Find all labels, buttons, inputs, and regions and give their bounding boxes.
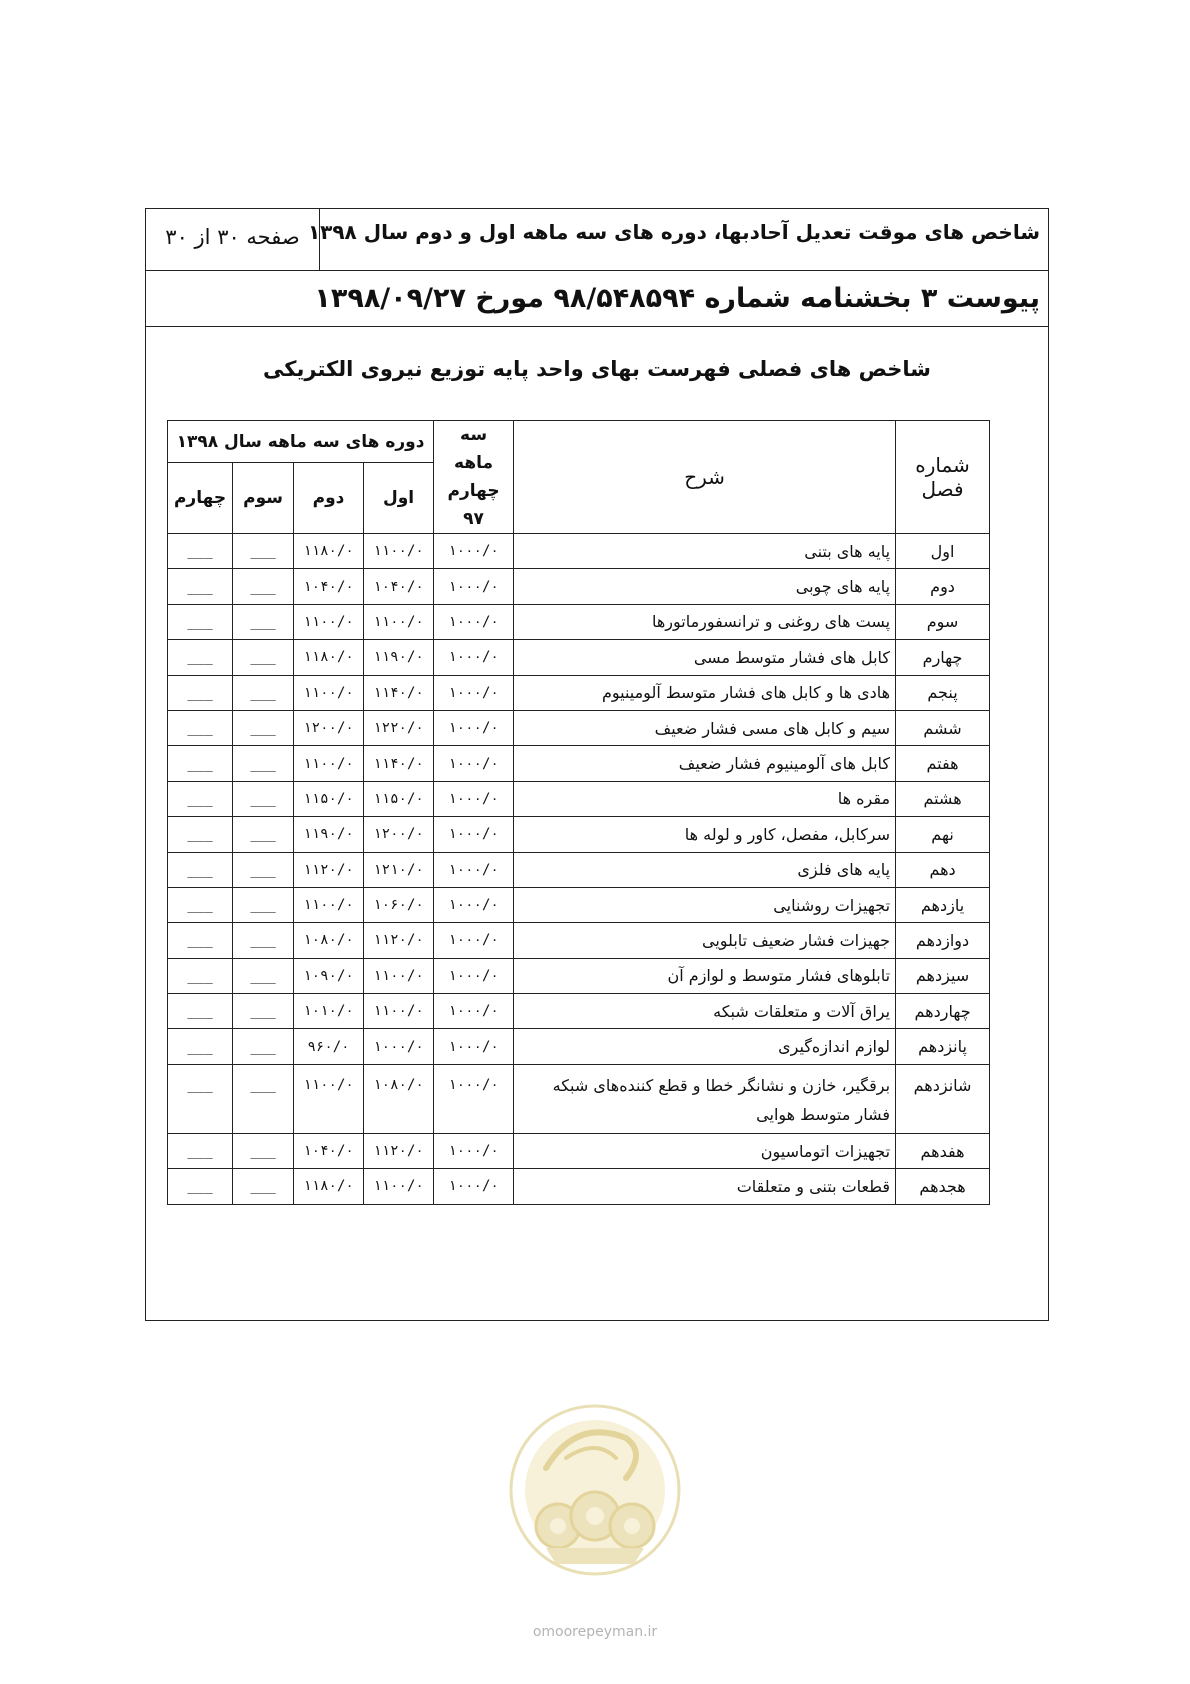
second-cell: ۱۱۰۰/۰ [294,675,364,710]
chapter-cell: سیزدهم [896,958,990,993]
table-row [168,1133,990,1168]
index-table [167,420,990,1205]
first-cell: ۱۲۰۰/۰ [364,817,434,852]
table-row [168,640,990,675]
description-cell: سرکابل، مفصل، کاور و لوله ها [514,817,896,852]
description-cell: هادی ها و کابل های فشار متوسط آلومینیوم [514,675,896,710]
third-cell: ___ [233,994,294,1029]
description-cell: کابل های آلومینیوم فشار ضعیف [514,746,896,781]
q4-97-cell: ۱۰۰۰/۰ [434,923,514,958]
second-cell: ۱۱۸۰/۰ [294,640,364,675]
description-cell: کابل های فشار متوسط مسی [514,640,896,675]
chapter-cell: اول [896,534,990,569]
q4-97-cell: ۱۰۰۰/۰ [434,958,514,993]
table-row [168,781,990,816]
q4-97-cell: ۱۰۰۰/۰ [434,781,514,816]
first-cell: ۱۱۲۰/۰ [364,1133,434,1168]
table-row [168,569,990,604]
table-row [168,958,990,993]
table-row [168,534,990,569]
header-fourth: چهارم [168,463,233,534]
first-cell: ۱۰۸۰/۰ [364,1064,434,1133]
chapter-cell: نهم [896,817,990,852]
chapter-cell: هشتم [896,781,990,816]
table-row [168,604,990,639]
chapter-cell: شانزدهم [896,1064,990,1133]
fourth-cell: ___ [168,887,233,922]
third-cell: ___ [233,958,294,993]
fourth-cell: ___ [168,746,233,781]
first-cell: ۱۱۰۰/۰ [364,534,434,569]
fourth-cell: ___ [168,852,233,887]
description-cell: تجهیزات روشنایی [514,887,896,922]
first-cell: ۱۱۵۰/۰ [364,781,434,816]
fourth-cell: ___ [168,1064,233,1133]
second-cell: ۱۰۴۰/۰ [294,569,364,604]
first-cell: ۱۱۰۰/۰ [364,994,434,1029]
chapter-cell: دوم [896,569,990,604]
fourth-cell: ___ [168,675,233,710]
table-row [168,994,990,1029]
description-cell: پست های روغنی و ترانسفورماتورها [514,604,896,639]
document-title: شاخص های موقت تعدیل آحادبها، دوره های سه ماهه اول و دوم سال ۱۳۹۸ [307,220,1040,244]
header-q4-97: سه ماهه چهارم ۹۷ [434,421,514,534]
table-row [168,887,990,922]
description-cell: مقره ها [514,781,896,816]
table-row [168,923,990,958]
second-cell: ۱۱۵۰/۰ [294,781,364,816]
second-cell: ۱۲۰۰/۰ [294,710,364,745]
first-cell: ۱۰۶۰/۰ [364,887,434,922]
chapter-cell: چهارم [896,640,990,675]
description-cell: پایه های فلزی [514,852,896,887]
q4-97-cell: ۱۰۰۰/۰ [434,1133,514,1168]
second-cell: ۹۶۰/۰ [294,1029,364,1064]
second-cell: ۱۰۴۰/۰ [294,1133,364,1168]
first-cell: ۱۰۰۰/۰ [364,1029,434,1064]
q4-97-cell: ۱۰۰۰/۰ [434,710,514,745]
description-cell: تجهیزات اتوماسیون [514,1133,896,1168]
q4-97-cell: ۱۰۰۰/۰ [434,1064,514,1133]
second-cell: ۱۱۸۰/۰ [294,1169,364,1204]
chapter-cell: هفدهم [896,1133,990,1168]
chapter-cell: پانزدهم [896,1029,990,1064]
second-cell: ۱۱۹۰/۰ [294,817,364,852]
q4-97-cell: ۱۰۰۰/۰ [434,994,514,1029]
table-row [168,852,990,887]
header-first: اول [364,463,434,534]
first-cell: ۱۱۴۰/۰ [364,746,434,781]
second-cell: ۱۱۰۰/۰ [294,604,364,639]
chapter-cell: هجدهم [896,1169,990,1204]
table-row [168,710,990,745]
description-cell: پایه های بتنی [514,534,896,569]
fourth-cell: ___ [168,1169,233,1204]
second-cell: ۱۱۰۰/۰ [294,746,364,781]
fourth-cell: ___ [168,569,233,604]
first-cell: ۱۱۰۰/۰ [364,958,434,993]
chapter-cell: یازدهم [896,887,990,922]
q4-97-cell: ۱۰۰۰/۰ [434,1029,514,1064]
fourth-cell: ___ [168,923,233,958]
second-cell: ۱۱۲۰/۰ [294,852,364,887]
q4-97-cell: ۱۰۰۰/۰ [434,852,514,887]
first-cell: ۱۱۲۰/۰ [364,923,434,958]
first-cell: ۱۱۴۰/۰ [364,675,434,710]
table-row [168,746,990,781]
chapter-cell: دوازدهم [896,923,990,958]
third-cell: ___ [233,1169,294,1204]
third-cell: ___ [233,852,294,887]
description-cell: لوازم اندازه‌گیری [514,1029,896,1064]
third-cell: ___ [233,887,294,922]
fourth-cell: ___ [168,534,233,569]
table-row [168,675,990,710]
chapter-cell: هفتم [896,746,990,781]
fourth-cell: ___ [168,604,233,639]
description-cell: قطعات بتنی و متعلقات [514,1169,896,1204]
third-cell: ___ [233,640,294,675]
chapter-cell: دهم [896,852,990,887]
header-description: شرح [514,421,896,534]
chapter-cell: چهاردهم [896,994,990,1029]
third-cell: ___ [233,746,294,781]
description-cell: تابلوهای فشار متوسط و لوازم آن [514,958,896,993]
chapter-cell: ششم [896,710,990,745]
header-periods-1398: دوره های سه ماهه سال ۱۳۹۸ [168,421,434,463]
fourth-cell: ___ [168,958,233,993]
third-cell: ___ [233,675,294,710]
third-cell: ___ [233,604,294,639]
first-cell: ۱۰۴۰/۰ [364,569,434,604]
second-cell: ۱۰۹۰/۰ [294,958,364,993]
fourth-cell: ___ [168,640,233,675]
q4-97-cell: ۱۰۰۰/۰ [434,887,514,922]
chapter-cell: پنجم [896,675,990,710]
third-cell: ___ [233,1029,294,1064]
second-cell: ۱۱۰۰/۰ [294,1064,364,1133]
fourth-cell: ___ [168,1133,233,1168]
first-cell: ۱۱۹۰/۰ [364,640,434,675]
third-cell: ___ [233,817,294,852]
description-cell: پایه های چوبی [514,569,896,604]
header-second: دوم [294,463,364,534]
fourth-cell: ___ [168,781,233,816]
q4-97-cell: ۱۰۰۰/۰ [434,675,514,710]
third-cell: ___ [233,534,294,569]
watermark-logo [506,1398,684,1610]
header-chapter: شماره فصل [896,421,990,534]
description-cell: جهیزات فشار ضعیف تابلویی [514,923,896,958]
table-row [168,1064,990,1133]
third-cell: ___ [233,710,294,745]
description-cell: برقگیر، خازن و نشانگر خطا و قطع کننده‌های شبکه فشار متوسط هوایی [514,1064,896,1133]
table-row [168,1029,990,1064]
third-cell: ___ [233,923,294,958]
table-row [168,1169,990,1204]
third-cell: ___ [233,1064,294,1133]
q4-97-cell: ۱۰۰۰/۰ [434,534,514,569]
second-cell: ۱۱۰۰/۰ [294,887,364,922]
fourth-cell: ___ [168,1029,233,1064]
third-cell: ___ [233,1133,294,1168]
description-cell: یراق آلات و متعلقات شبکه [514,994,896,1029]
first-cell: ۱۲۲۰/۰ [364,710,434,745]
third-cell: ___ [233,781,294,816]
section-title: شاخص های فصلی فهرست بهای واحد پایه توزیع نیروی الکتریکی [263,357,931,381]
table-body [168,534,990,1205]
q4-97-cell: ۱۰۰۰/۰ [434,640,514,675]
second-cell: ۱۰۸۰/۰ [294,923,364,958]
second-cell: ۱۱۸۰/۰ [294,534,364,569]
page-number: صفحه ۳۰ از ۳۰ [146,209,320,271]
header-row [146,209,1048,271]
q4-97-cell: ۱۰۰۰/۰ [434,569,514,604]
fourth-cell: ___ [168,817,233,852]
subtitle-row [146,271,1048,327]
second-cell: ۱۰۱۰/۰ [294,994,364,1029]
fourth-cell: ___ [168,710,233,745]
fourth-cell: ___ [168,994,233,1029]
header-third: سوم [233,463,294,534]
q4-97-cell: ۱۰۰۰/۰ [434,746,514,781]
q4-97-cell: ۱۰۰۰/۰ [434,817,514,852]
q4-97-cell: ۱۰۰۰/۰ [434,1169,514,1204]
watermark-url: omoorepeyman.ir [532,1624,658,1640]
chapter-cell: سوم [896,604,990,639]
document-subtitle: پیوست ۳ بخشنامه شماره ۹۸/۵۴۸۵۹۴ مورخ ۱۳۹۸/۰۹/۲۷ [314,283,1040,314]
first-cell: ۱۱۰۰/۰ [364,1169,434,1204]
table-row [168,817,990,852]
first-cell: ۱۲۱۰/۰ [364,852,434,887]
q4-97-cell: ۱۰۰۰/۰ [434,604,514,639]
third-cell: ___ [233,569,294,604]
first-cell: ۱۱۰۰/۰ [364,604,434,639]
description-cell: سیم و کابل های مسی فشار ضعیف [514,710,896,745]
